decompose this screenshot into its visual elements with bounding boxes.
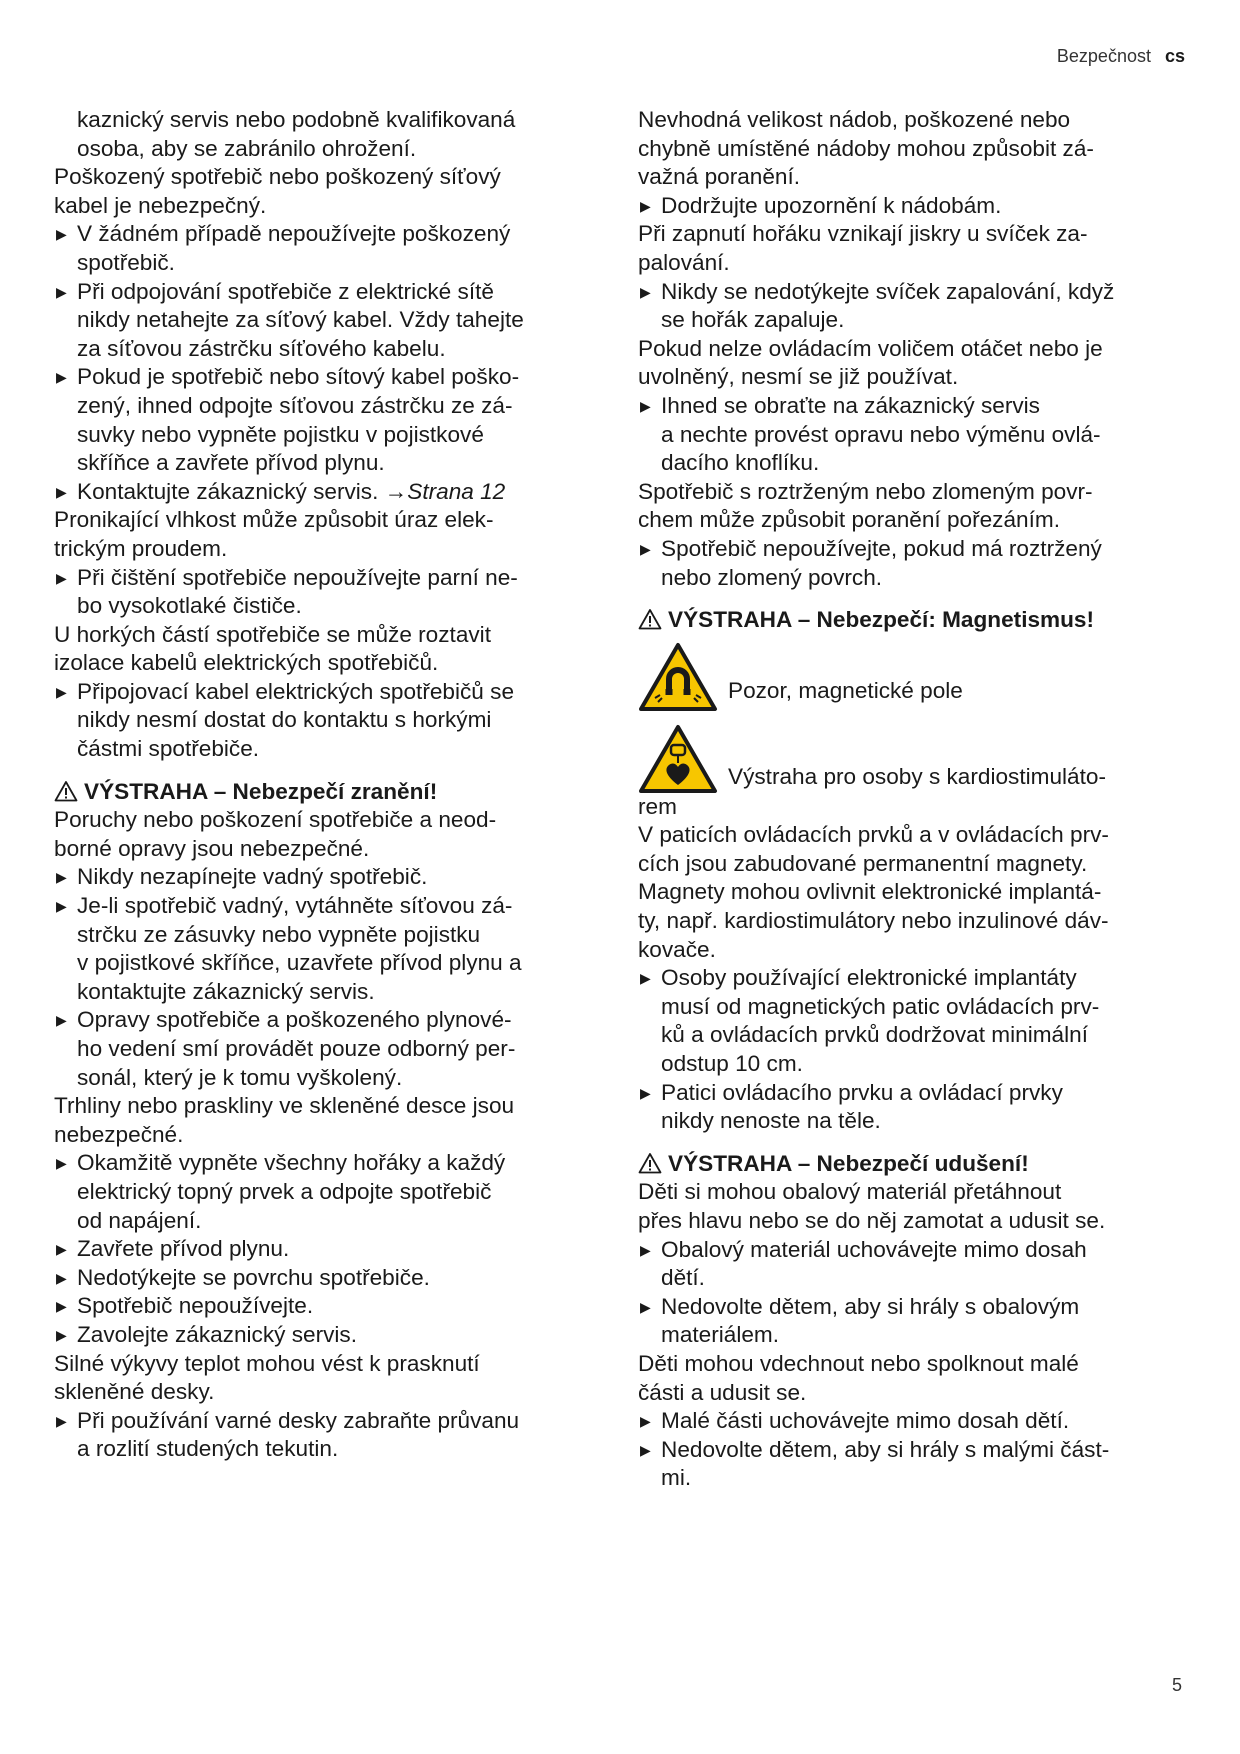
text-line: palování. (638, 249, 730, 275)
text-line: suvky nebo vypněte pojistku v pojistkové (77, 421, 484, 447)
text-line: za síťovou zástrčku síťového kabelu. (77, 335, 446, 361)
text-line: ků a ovládacích prvků dodržovat minimální (661, 1022, 1088, 1048)
text-line: chem může způsobit poranění pořezáním. (638, 507, 1060, 533)
triangle-bullet-icon: ▶ (640, 283, 651, 300)
text-line: U horkých částí spotřebiče se může roztavit (54, 621, 491, 647)
text-line: Poškozený spotřebič nebo poškozený síťový (54, 164, 501, 190)
bullet-item: ▶ Opravy spotřebiče a poškozeného plynové- (54, 1006, 592, 1035)
triangle-bullet-icon: ▶ (56, 1326, 67, 1343)
section-title: Bezpečnost (1056, 46, 1151, 66)
text-line: se hořák zapaluje. (661, 307, 845, 333)
sign-caption: Výstraha pro osoby s kardiostimuláto- (728, 763, 1106, 789)
text-line: odstup 10 cm. (661, 1051, 803, 1077)
text-line: Spotřebič s roztrženým nebo zlomeným povr- (638, 478, 1093, 504)
triangle-bullet-icon: ▶ (56, 283, 67, 300)
text-line: skleněné desky. (54, 1379, 215, 1405)
text-line: Pronikající vlhkost může způsobit úraz elek- (54, 507, 494, 533)
triangle-bullet-icon: ▶ (640, 197, 651, 214)
text-line: od napájení. (77, 1207, 202, 1233)
text-line: musí od magnetických patic ovládacích prv- (661, 993, 1100, 1019)
bullet-item: ▶ Osoby používající elektronické implantáty (638, 964, 1188, 993)
text-line: nebo zlomený povrch. (661, 564, 883, 590)
bullet-item: ▶ Ihned se obraťte na zákaznický servis (638, 392, 1188, 421)
text-line: rem (638, 793, 677, 819)
magnetic-field-sign-icon (638, 641, 718, 713)
text-line: mi. (661, 1465, 692, 1491)
bullet-item: ▶ Je-li spotřebič vadný, vytáhněte síťovou zá- (54, 892, 592, 921)
triangle-bullet-icon: ▶ (640, 397, 651, 414)
text-line: přes hlavu nebo se do něj zamotat a udusit se. (638, 1208, 1106, 1233)
triangle-bullet-icon: ▶ (56, 369, 67, 386)
text-line: trickým proudem. (54, 535, 228, 561)
triangle-bullet-icon: ▶ (56, 683, 67, 700)
bullet-item: ▶ Patici ovládacího prvku a ovládací prvky (638, 1079, 1188, 1108)
bullet-item: ▶ Spotřebič nepoužívejte. (54, 1292, 592, 1321)
triangle-bullet-icon: ▶ (640, 540, 651, 557)
text-line: Poruchy nebo poškození spotřebiče a neod- (54, 807, 497, 833)
triangle-bullet-icon: ▶ (56, 1241, 67, 1258)
text-line: Při zapnutí hořáku vznikají jiskry u svíček za- (638, 221, 1088, 247)
bullet-item: ▶ Obalový materiál uchovávejte mimo dosah (638, 1236, 1188, 1265)
text-line: elektrický topný prvek a odpojte spotřebič (77, 1178, 492, 1204)
page-reference-link[interactable]: Strana 12 (407, 478, 506, 504)
warning-triangle-icon (54, 780, 78, 802)
warning-triangle-icon (638, 608, 662, 630)
text-line: nikdy nesmí dostat do kontaktu s horkými (77, 707, 492, 733)
text-line: částmi spotřebiče. (77, 736, 260, 762)
text-line: V paticích ovládacích prvků a v ovládacích prv- (638, 822, 1109, 848)
text-line: nikdy netahejte za síťový kabel. Vždy tahejte (77, 307, 524, 333)
text-line: kabel je nebezpečný. (54, 192, 267, 218)
text-line: části a udusit se. (638, 1379, 807, 1405)
sign-caption: Pozor, magnetické pole (728, 677, 963, 703)
text-line: nikdy nenoste na těle. (661, 1108, 881, 1134)
bullet-item: ▶ Nikdy se nedotýkejte svíček zapalování, když (638, 278, 1188, 307)
right-column (638, 106, 1188, 1493)
text-line: materiálem. (661, 1322, 780, 1348)
triangle-bullet-icon: ▶ (56, 869, 67, 886)
text-line: kaznický servis nebo podobně kvalifikovaná (77, 107, 516, 132)
bullet-item: ▶ Nedovolte dětem, aby si hrály s obalovým (638, 1293, 1188, 1322)
text-line: nebezpečné. (54, 1121, 184, 1147)
triangle-bullet-icon: ▶ (640, 1084, 651, 1101)
bullet-item: ▶ Spotřebič nepoužívejte, pokud má roztržený (638, 535, 1188, 564)
triangle-bullet-icon: ▶ (56, 1155, 67, 1172)
warning-triangle-icon (638, 1152, 662, 1174)
language-code: cs (1164, 46, 1185, 66)
pacemaker-warning-sign-icon (638, 723, 718, 795)
warning-heading: VÝSTRAHA – Nebezpečí: Magnetismus! (638, 606, 1188, 635)
text-line: uvolněný, nesmí se již používat. (638, 364, 959, 390)
text-line: Nevhodná velikost nádob, poškozené nebo (638, 107, 1071, 132)
text-line: a rozlití studených tekutin. (77, 1436, 339, 1462)
triangle-bullet-icon: ▶ (640, 1441, 651, 1458)
text-line: Silné výkyvy teplot mohou vést k prasknutí (54, 1350, 480, 1376)
bullet-item: ▶ Malé části uchovávejte mimo dosah dětí. (638, 1407, 1188, 1436)
text-line: sonál, který je k tomu vyškolený. (77, 1064, 403, 1090)
bullet-item: ▶ Nedotýkejte se povrchu spotřebiče. (54, 1264, 592, 1293)
text-line: kovače. (638, 936, 716, 962)
pacemaker-sign-row (638, 723, 1188, 793)
text-line: Děti mohou vdechnout nebo spolknout malé (638, 1350, 1079, 1376)
page-number: 5 (1171, 1675, 1182, 1695)
triangle-bullet-icon: ▶ (56, 483, 67, 500)
bullet-item: ▶ Pokud je spotřebič nebo sítový kabel poško- (54, 363, 592, 392)
text-line: cích jsou zabudované permanentní magnety. (638, 850, 1088, 876)
triangle-bullet-icon: ▶ (56, 898, 67, 915)
text-line: ty, např. kardiostimulátory nebo inzulinové dáv- (638, 908, 1109, 934)
bullet-item: ▶ Zavřete přívod plynu. (54, 1235, 592, 1264)
triangle-bullet-icon: ▶ (56, 569, 67, 586)
triangle-bullet-icon: ▶ (640, 970, 651, 987)
triangle-bullet-icon: ▶ (640, 1413, 651, 1430)
text-line: v pojistkové skříňce, uzavřete přívod plynu a (77, 950, 522, 976)
triangle-bullet-icon: ▶ (56, 1012, 67, 1029)
triangle-bullet-icon: ▶ (56, 226, 67, 243)
text-line: Děti si mohou obalový materiál přetáhnout (638, 1179, 1062, 1205)
triangle-bullet-icon: ▶ (640, 1298, 651, 1315)
text-line: Magnety mohou ovlivnit elektronické implantá- (638, 879, 1102, 905)
text-line: spotřebič. (77, 249, 175, 275)
arrow-right-icon: → (384, 478, 408, 504)
text-line: dacího knoflíku. (661, 450, 820, 476)
text-line: bo vysokotlaké čističe. (77, 593, 302, 619)
left-column (54, 106, 592, 1464)
bullet-item: ▶ Dodržujte upozornění k nádobám. (638, 192, 1188, 221)
text-line: skříňce a zavřete přívod plynu. (77, 450, 385, 476)
text-line: ho vedení smí provádět pouze odborný per- (77, 1036, 516, 1061)
bullet-item: ▶ Zavolejte zákaznický servis. (54, 1321, 592, 1350)
bullet-item: ▶ Připojovací kabel elektrických spotřebičů se (54, 678, 592, 707)
text-line: kontaktujte zákaznický servis. (77, 978, 375, 1004)
bullet-item: ▶ Při odpojování spotřebiče z elektrické sítě (54, 278, 592, 307)
text-line: Pokud nelze ovládacím voličem otáčet nebo je (638, 335, 1103, 361)
bullet-item: ▶ Nikdy nezapínejte vadný spotřebič. (54, 863, 592, 892)
triangle-bullet-icon: ▶ (56, 1298, 67, 1315)
text-line: osoba, aby se zabránilo ohrožení. (77, 135, 417, 161)
text-line: izolace kabelů elektrických spotřebičů. (54, 650, 439, 676)
text-line: chybně umístěné nádoby mohou způsobit zá- (638, 135, 1094, 161)
warning-heading: VÝSTRAHA – Nebezpečí udušení! (638, 1150, 1188, 1179)
warning-heading: VÝSTRAHA – Nebezpečí zranění! (54, 778, 592, 807)
text-line: strčku ze zásuvky nebo vypněte pojistku (77, 921, 481, 947)
bullet-item: ▶ V žádném případě nepoužívejte poškozený (54, 220, 592, 249)
magnetic-sign-row (638, 641, 1188, 717)
text-line: a nechte provést opravu nebo výměnu ovlá- (661, 421, 1101, 447)
text-line: važná poranění. (638, 164, 801, 190)
bullet-item: ▶ Kontaktujte zákaznický servis. →Strana 12 (54, 478, 592, 507)
bullet-item: ▶ Při používání varné desky zabraňte průvanu (54, 1407, 592, 1436)
page-header (1057, 46, 1185, 67)
triangle-bullet-icon: ▶ (640, 1241, 651, 1258)
text-line: zený, ihned odpojte síťovou zástrčku ze zá- (77, 392, 513, 418)
triangle-bullet-icon: ▶ (56, 1269, 67, 1286)
text-line: dětí. (661, 1265, 705, 1291)
text-line: borné opravy jsou nebezpečné. (54, 835, 370, 861)
bullet-item: ▶ Okamžitě vypněte všechny hořáky a každý (54, 1149, 592, 1178)
triangle-bullet-icon: ▶ (56, 1412, 67, 1429)
bullet-item: ▶ Nedovolte dětem, aby si hrály s malými část- (638, 1436, 1188, 1465)
text-line: Trhliny nebo praskliny ve skleněné desce jsou (54, 1093, 515, 1119)
bullet-item: ▶ Při čištění spotřebiče nepoužívejte parní ne- (54, 564, 592, 593)
